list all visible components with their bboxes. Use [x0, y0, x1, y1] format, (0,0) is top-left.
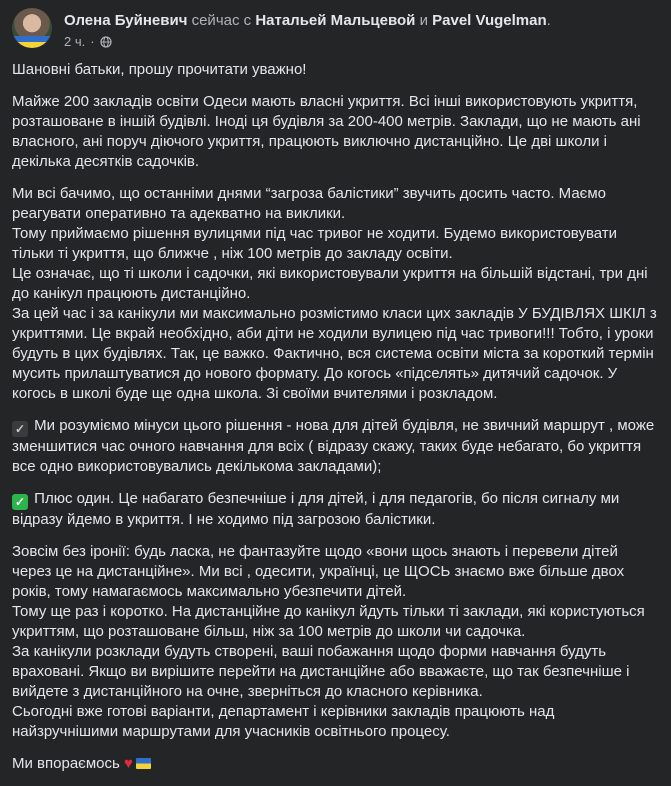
globe-icon[interactable]: [100, 36, 112, 48]
post-meta: [64, 34, 112, 49]
post-header: [12, 8, 661, 52]
and-text: и: [419, 12, 428, 29]
tagged-user-1[interactable]: Натальей Мальцевой: [255, 12, 416, 29]
post-timestamp[interactable]: 2 ч.: [64, 34, 86, 49]
with-text: сейчас с: [191, 12, 252, 29]
post-paragraph-text: Ми розуміємо мінуси цього рішення - нова для дітей будівля, не звичний маршрут , може зменшитися час очного навчання для всіх ( відразу скажу, таких буде небагато, бо укриття все одно використовувались декількома закладами);: [12, 417, 655, 475]
author-name[interactable]: Олена Буйневич: [64, 12, 188, 29]
check-mark-icon: ✓: [12, 421, 28, 437]
author-avatar[interactable]: [12, 8, 52, 48]
post-paragraph-text: Плюс один. Це набагато безпечніше і для дітей, і для педагогів, бо після сигналу ми відразу йдемо в укриття. І не ходимо під загрозою балістики.: [12, 490, 620, 528]
post-paragraph: [12, 754, 657, 774]
period-text: .: [546, 12, 551, 29]
post-body: [12, 60, 657, 786]
post-paragraph: Шановні батьки, прошу прочитати уважно!: [12, 61, 307, 78]
meta-separator: ·: [90, 34, 95, 49]
ukraine-flag-icon: [136, 758, 151, 769]
post-author-line: [64, 12, 551, 29]
red-heart-icon: ♥: [123, 755, 133, 772]
green-check-icon: ✓: [12, 494, 28, 510]
post-paragraph: Ми всі бачимо, що останніми днями “загроза балістики” звучить досить часто. Маємо реагувати оперативно та адекватно на виклики. Тому приймаємо рішення вулицями під час тривог не ходити. Будемо використовувати тільки ті укриття, що ближче , ніж 100 метрів до закладу освіти. Це означає, що ті школи і садочки, які використовували укриття на більшій відстані, три дні до канікул працюють дистанційно. За цей час і за канікули ми максимально розмістимо класи цих закладів У БУДІВЛЯХ ШКІЛ з укриттями. Це вкрай необхідно, аби діти не ходили вулицею під час тривоги!!! Тобто, і уроки будуть в цих будівлях. Так, це важко. Фактично, вся система освіти міста за короткий термін мусить прилаштуватися до нового формату. До когось «підселять» дитячий садочок. У когось в школі буде ще одна школа. Зі своїми вчителями і розкладом.: [12, 185, 657, 402]
post-paragraph: [12, 489, 657, 530]
post-paragraph: Майже 200 закладів освіти Одеси мають власні укриття. Всі інші використовують укриття, розташоване в іншій будівлі. Іноді ця будівля за 200-400 метрів. Заклади, що не мають ані власного, ані поруч діючого укриття, працюють виключно дистанційно. Це дві школи і декілька десятків садочків.: [12, 93, 641, 170]
post-closing-text: Ми впораємось: [12, 755, 124, 772]
post-paragraph: Зовсім без іронії: будь ласка, не фантазуйте щодо «вони щось знають і перевели дітей через це на дистанційне». Ми всі , одесити, українці, це ЩОСЬ знаємо вже більше двох років, тому намагаємось максимально убезпечити дітей. Тому ще раз і коротко. На дистанційне до канікул йдуть тільки ті заклади, які користуються укриттям, що розташоване більш, ніж за 100 метрів до школи чи садочка. За канікули розклади будуть створені, ваші побажання щодо форми навчання будуть враховані. Якщо ви вирішите перейти на дистанційне або вважаєте, що так безпечніше і вийдете з дистанційного на очне, зверніться до класного керівника. Сьогодні вже готові варіанти, департамент і керівники закладів працюють над найзручнішими маршрутами для учасників освітнього процесу.: [12, 543, 645, 740]
tagged-user-2[interactable]: Pavel Vugelman: [432, 12, 547, 29]
post-paragraph: [12, 416, 657, 477]
